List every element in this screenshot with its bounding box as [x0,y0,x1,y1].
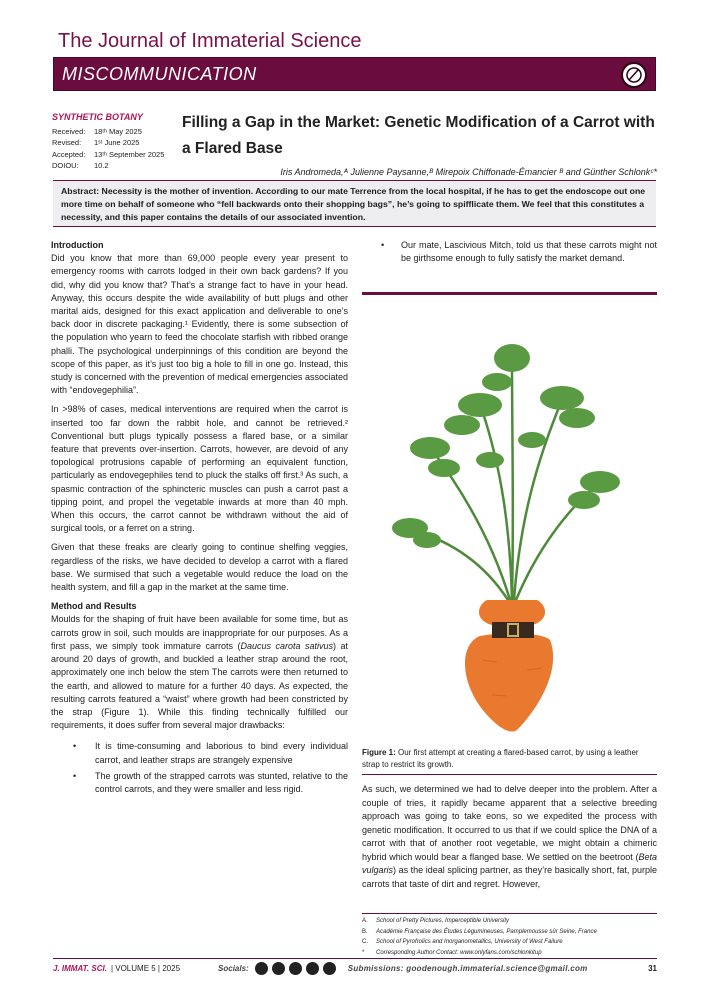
left-column [51,239,348,799]
received-label: Received: [52,126,86,136]
intro-heading: Introduction [51,240,104,250]
abstract: Abstract: Necessity is the mother of invention. According to our mate Terrence from the local hospital, if he has to get the endoscope out one more time on behalf of someone who “fell backwards onto their shopping bags”, he’s going to spifflicate them. We feel that this constitutes a necessity, and this paper contains the details of our associated invention. [53,180,656,227]
list-item: • Our mate, Lascivious Mitch, told us that these carrots might not be girthsome enough to fully satisfy the market demand. [362,239,657,265]
figure-divider [362,292,657,295]
footnote-text: School of Pretty Pictures, Imperceptible University [376,918,510,924]
text: ) as the ideal splicing partner, as they’re basically short, fat, purple carrots that taste of dirt and regret. However, [362,865,657,889]
footnote-text: Corresponding Author Contact: www.onlyfans.com/schlonkitup [376,949,542,956]
doiou-label: DOIOU: [52,161,79,170]
list-item: • It is time-consuming and laborious to bind every individual carrot, and leather straps are strangely expensive [51,740,348,766]
footnote [362,948,657,959]
accepted-date: 13ᵗʰ September 2025 [94,149,165,159]
text: ) at around 20 days of growth, and buckled a leather strap around the root, approximately one inch below the stem The carrots were then returned to the earth, and allowed to mature for a further 40 days. As expected, the resulting carrots featured a “waist” where growth had been constricted by the strap (Figure 1). While this finding technically fulfilled our requirements, it does suffer from several major drawbacks: [51,640,348,731]
received-date: 18ᵗʰ May 2025 [94,126,142,136]
footnote-text: School of Pyrofrolics and Inorganometallics, University of West Failure [376,939,563,945]
drawbacks-list [51,740,348,796]
footnote [362,916,657,927]
journal-logo-icon [621,62,647,88]
footnote-text: Académie Française des Études Légumineuses, Pamplemousse sûr Seine, France [376,928,597,935]
socials-label: Socials: [218,964,249,973]
youtube-icon[interactable] [306,962,319,975]
right-column [362,239,657,265]
reddit-icon[interactable] [255,962,268,975]
caption-label: Figure 1: [362,748,396,757]
caption-text: Our first attempt at creating a flared-based carrot, by using a leather strap to restrict its growth. [362,748,639,769]
journal-title: The Journal of Immaterial Science [58,30,362,52]
instagram-icon[interactable] [323,962,336,975]
twitter-icon[interactable] [289,962,302,975]
footnote [362,927,657,938]
doiou-value: 10.2 [94,161,109,170]
author-list: Iris Andromeda,ᴬ Julienne Paysanne,ᴮ Mirepoix Chiffonade-Émancier ᴮ and Günther Schlonkᶜ* [280,167,657,177]
journal-abbreviation: J. IMMAT. SCI. [53,964,107,973]
article-meta [52,112,182,172]
facebook-icon[interactable] [272,962,285,975]
paper-title: Filling a Gap in the Market: Genetic Modification of a Carrot with a Flared Base [182,114,655,157]
footnote-mark: B. [362,928,368,935]
page-footer [53,958,657,978]
carrot-illustration [362,300,657,740]
paragraph: Did you know that more than 69,000 people every year present to emergency rooms with carrots lodged in their own back gardens? If you did, why did you know that? That’s a strange fact to have in your head. Anyway, this occurs despite the wide availability of butt plugs and other marital aids, designed for this exact application and deliverable to one’s back door in discrete packaging.¹ Evidently, there is some subsection of the population who yearn to feed the chocolate starfish with ribbed orange phalli. The psychological underpinnings of this condition are beyond the scope of this paper, as it’s just too big a hole to fill in one go. Instead, this study is concerned with the prevention of medical emergencies associated with “endovegephilia”. [51,253,348,396]
footnote-mark: A. [362,918,368,924]
methods-heading: Method and Results [51,601,137,612]
volume-info: | VOLUME 5 | 2025 [110,964,181,973]
paragraph: Given that these freaks are clearly going to continue shelfing veggies, regardless of the risks, we have decided to develop a carrot with a flared base. We surmised that such a vegetable would reduce the load on the health system, and fill a gap in the market at the same time. [51,542,348,593]
social-icons [255,962,336,975]
footnotes [362,913,657,958]
text: As such, we determined we had to delve deeper into the problem. After a couple of tries, it rapidly became apparent that a selective breeding approach was going to take eons, so we expedited the process with genetic modification. It occurred to us that if we could splice the DNA of a carrot with that of another root vegetable, we might obtain a chimeric hybrid which would bear a flanged base. We settled on the beetroot ( [362,784,657,862]
accepted-label: Accepted: [52,149,86,159]
footnote-mark: * [362,949,365,956]
figure-1-carrot [362,300,657,740]
submissions-email[interactable]: Submissions: goodenough.immaterial.science@gmail.com [347,964,588,973]
section-label: MISCOMMUNICATION [62,64,257,84]
species-name: Beta vulgaris [362,851,657,875]
section-banner [53,57,656,91]
species-name: Daucus carota sativus [240,640,333,651]
text: Moulds for the shaping of fruit have been available for some time, but as carrots grow in soil, such moulds are inappropriate for our purposes. As a first pass, we simply took immature carrots ( [51,614,348,651]
revised-date: 1ˢᵗ June 2025 [94,138,140,147]
article-category: SYNTHETIC BOTANY [52,112,143,122]
paragraph [362,783,657,891]
revised-label: Revised: [52,138,82,147]
page-number: 31 [648,964,657,973]
paragraph [51,613,348,732]
list-item: • The growth of the strapped carrots was stunted, relative to the control carrots, and they were smaller and less rigid. [51,770,348,796]
paragraph: In >98% of cases, medical interventions are required when the carrot is inserted too far down the rabbit hole, and cannot be retrieved.² Conventional butt plugs typically possess a flared base, or a similar feature that prevents over-insertion. Carrots, however, are devoid of any topological protrusions capable of performing an equivalent function, particularly as endovegephiles tend to pluck the stalks off first.³ As such, a spasmic contraction of the sphincteric muscles can push a carrot past a tipping point, and propel the vegetable inwards at more than 40 mph. When this occurs, the carrot cannot be withdrawn without the aid of surgical tools, or a ferret on a string. [51,404,348,534]
figure-caption [362,747,657,775]
footnote-mark: C. [362,939,368,945]
footnote [362,937,657,948]
